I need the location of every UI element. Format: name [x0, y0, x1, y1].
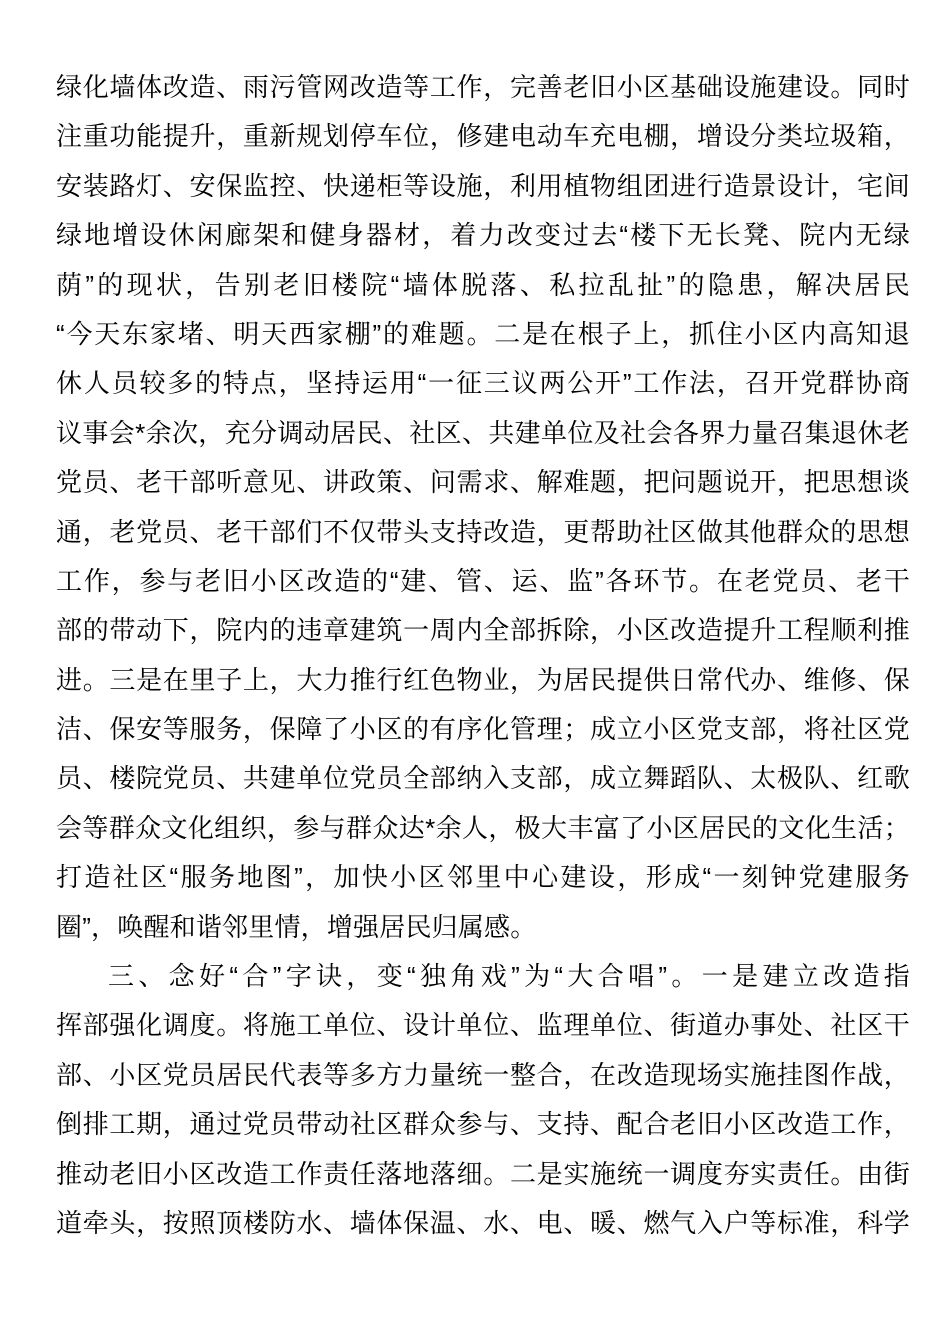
text-line: 道牵头，按照顶楼防水、墙体保温、水、电、暖、燃气入户等标准，科学: [56, 1207, 910, 1238]
text-line: 工作，参与老旧小区改造的“建、管、运、监”各环节。在老党员、老干: [56, 565, 910, 596]
text-line: 打造社区“服务地图”，加快小区邻里中心建设，形成“一刻钟党建服务: [56, 862, 910, 893]
text-line-paragraph-start: 三、念好“合”字诀，变“独角戏”为“大合唱”。一是建立改造指: [108, 961, 910, 992]
text-line: 推动老旧小区改造工作责任落地落细。二是实施统一调度夯实责任。由街: [56, 1158, 910, 1189]
text-line: 员、楼院党员、共建单位党员全部纳入支部，成立舞蹈队、太极队、红歌: [56, 763, 910, 794]
text-line: 挥部强化调度。将施工单位、设计单位、监理单位、街道办事处、社区干: [56, 1010, 910, 1041]
text-line: 洁、保安等服务，保障了小区的有序化管理；成立小区党支部，将社区党: [56, 714, 910, 745]
text-line: 安装路灯、安保监控、快递柜等设施，利用植物组团进行造景设计，宅间: [56, 170, 910, 201]
text-line: 议事会*余次，充分调动居民、社区、共建单位及社会各界力量召集退休老: [56, 417, 910, 448]
text-line: 荫”的现状，告别老旧楼院“墙体脱落、私拉乱扯”的隐患，解决居民: [56, 269, 910, 300]
text-line: 党员、老干部听意见、讲政策、问需求、解难题，把问题说开，把思想谈: [56, 467, 910, 498]
text-line: 会等群众文化组织，参与群众达*余人，极大丰富了小区居民的文化生活；: [56, 812, 910, 843]
text-line: 部、小区党员居民代表等多方力量统一整合，在改造现场实施挂图作战，: [56, 1059, 910, 1090]
text-line: 进。三是在里子上，大力推行红色物业，为居民提供日常代办、维修、保: [56, 664, 910, 695]
text-line-paragraph-end: 圈”，唤醒和谐邻里情，增强居民归属感。: [56, 911, 537, 942]
text-line: “今天东家堵、明天西家棚”的难题。二是在根子上，抓住小区内高知退: [56, 318, 910, 349]
text-line: 部的带动下，院内的违章建筑一周内全部拆除，小区改造提升工程顺利推: [56, 615, 910, 646]
text-line: 绿化墙体改造、雨污管网改造等工作，完善老旧小区基础设施建设。同时: [56, 72, 910, 102]
text-line: 注重功能提升，重新规划停车位，修建电动车充电棚，增设分类垃圾箱，: [56, 121, 910, 152]
text-line: 绿地增设休闲廊架和健身器材，着力改变过去“楼下无长凳、院内无绿: [56, 220, 910, 251]
text-line: 倒排工期，通过党员带动社区群众参与、支持、配合老旧小区改造工作，: [56, 1109, 910, 1140]
text-line: 通，老党员、老干部们不仅带头支持改造，更帮助社区做其他群众的思想: [56, 516, 910, 547]
text-line: 休人员较多的特点，坚持运用“一征三议两公开”工作法，召开党群协商: [56, 368, 910, 399]
